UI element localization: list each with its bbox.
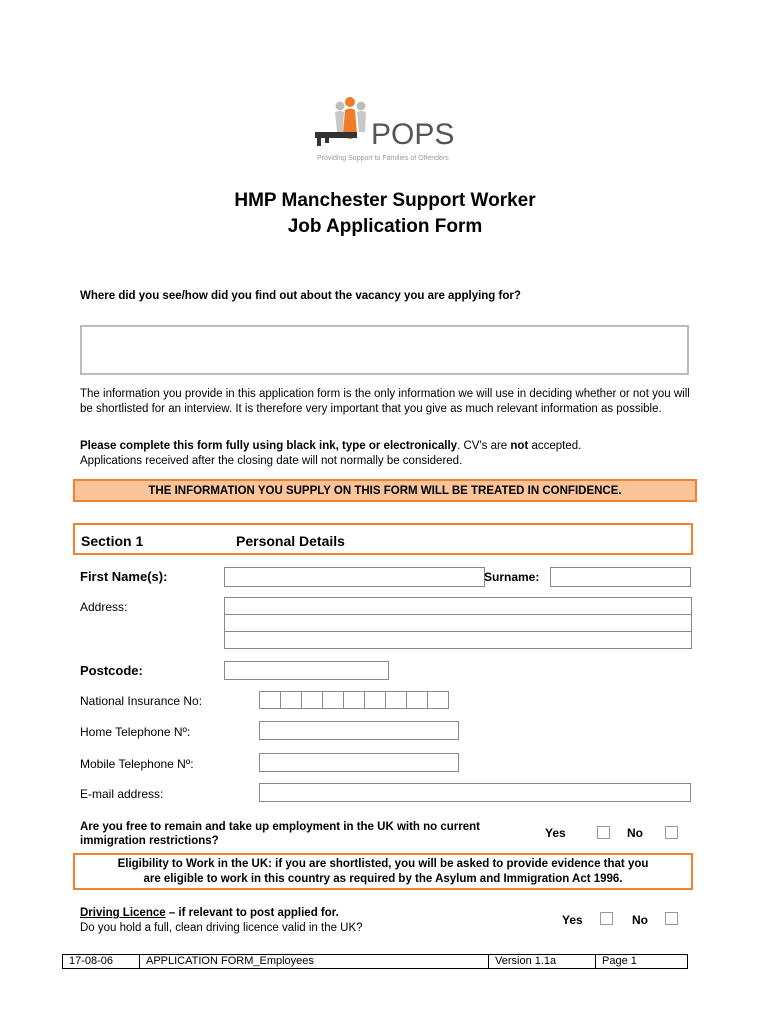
logo-text: POPS [371,118,455,151]
footer-date: 17-08-06 [62,954,140,969]
address-label: Address: [80,600,128,614]
instructions-line2: Applications received after the closing date will not normally be considered. [80,454,463,467]
eligibility-line2: are eligible to work in this country as required by the Asylum and Immigration Act 1996. [143,873,623,885]
uk-question-line2: immigration restrictions? [80,835,219,847]
email-label: E-mail address: [80,787,164,801]
driving-no-label: No [632,913,648,927]
driving-licence-suffix: – if relevant to post applied for. [165,907,339,919]
uk-no-label: No [627,826,643,840]
first-name-field[interactable] [224,567,485,587]
address-line-2[interactable] [224,614,692,632]
vacancy-answer-field[interactable] [80,325,689,375]
instructions-not: not [510,440,529,452]
uk-question-line1: Are you free to remain and take up employment in the UK with no current [80,821,481,833]
instructions-paragraph [80,439,690,468]
instructions-mid: . CV's are [457,440,511,452]
pops-logo [313,94,463,164]
intro-paragraph: The information you provide in this application form is the only information we will use in deciding whether or not you will be shortlisted for an interview. It is therefore very important that you give as much relevant information as possible. [80,388,690,415]
driving-licence-question: Do you hold a full, clean driving licence valid in the UK? [80,921,363,934]
ni-box[interactable] [259,691,281,709]
section-number: Section 1 [81,533,144,549]
uk-employment-question [80,820,540,848]
instructions-end: accepted. [528,440,582,452]
vacancy-question: Where did you see/how did you find out about the vacancy you are applying for? [80,290,521,302]
postcode-label: Postcode: [80,663,143,678]
address-line-3[interactable] [224,631,692,649]
home-tel-field[interactable] [259,721,459,740]
first-name-label: First Name(s): [80,569,168,584]
eligibility-line1: Eligibility to Work in the UK: if you are shortlisted, you will be asked to provide evidence that you [117,858,649,870]
driving-yes-label: Yes [562,913,583,927]
form-title-line1: HMP Manchester Support Worker [234,190,536,211]
driving-licence-title: Driving Licence [80,907,166,919]
uk-yes-label: Yes [545,826,566,840]
form-title-line2: Job Application Form [287,216,483,237]
eligibility-notice [73,853,693,890]
ni-box[interactable] [364,691,386,709]
uk-yes-checkbox[interactable] [597,826,610,839]
logo-tagline: Providing Support to Families of Offenders [317,155,449,162]
surname-field[interactable] [550,567,691,587]
footer-document-name: APPLICATION FORM_Employees [139,954,489,969]
section-header [73,523,693,555]
ni-box[interactable] [322,691,344,709]
uk-no-checkbox[interactable] [665,826,678,839]
address-line-1[interactable] [224,597,692,615]
home-tel-label: Home Telephone Nº: [80,725,191,739]
ni-box[interactable] [427,691,449,709]
ni-number-boxes[interactable] [259,691,448,709]
ni-box[interactable] [280,691,302,709]
section-title: Personal Details [236,533,345,549]
ni-box[interactable] [385,691,407,709]
mobile-tel-label: Mobile Telephone Nº: [80,757,194,771]
mobile-tel-field[interactable] [259,753,459,772]
ni-box[interactable] [301,691,323,709]
driving-yes-checkbox[interactable] [600,912,613,925]
driving-licence-heading [80,906,363,935]
email-field[interactable] [259,783,691,802]
ni-label: National Insurance No: [80,694,203,708]
ni-box[interactable] [343,691,365,709]
confidence-notice: THE INFORMATION YOU SUPPLY ON THIS FORM WILL BE TREATED IN CONFIDENCE. [73,479,697,502]
ni-box[interactable] [406,691,428,709]
instructions-bold: Please complete this form fully using black ink, type or electronically [80,440,458,452]
footer-version: Version 1.1a [488,954,596,969]
surname-label: Surname: [484,570,540,584]
driving-no-checkbox[interactable] [665,912,678,925]
footer-page: Page 1 [595,954,688,969]
postcode-field[interactable] [224,661,389,680]
